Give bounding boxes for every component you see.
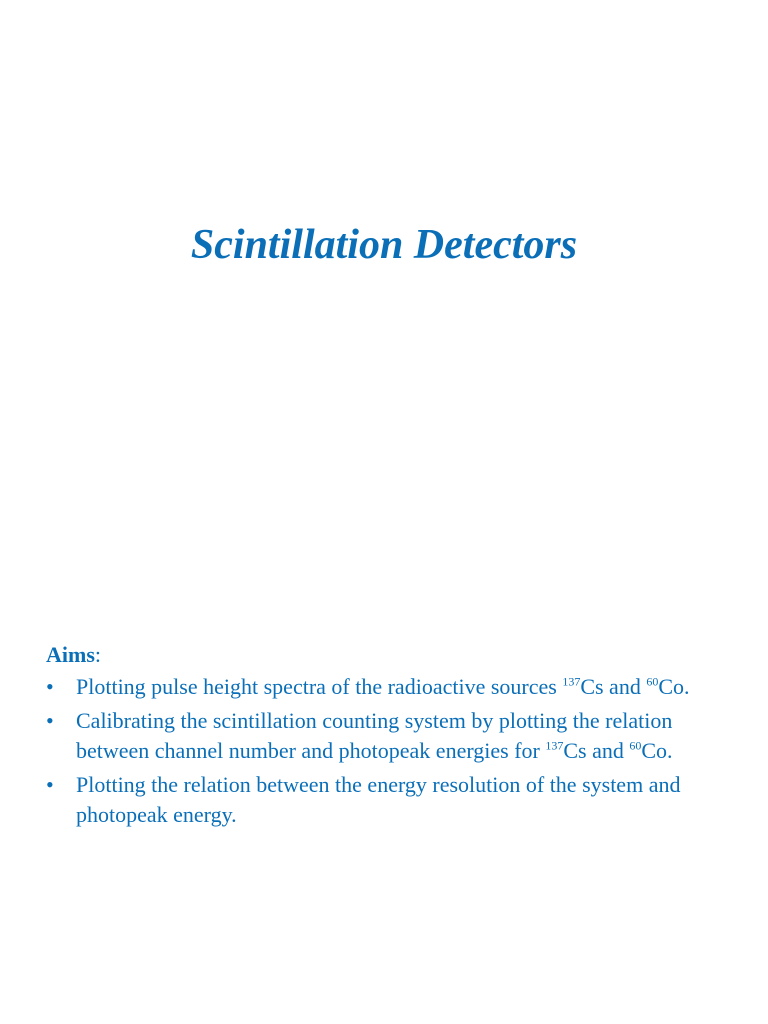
aims-item-text: Cs and — [580, 674, 647, 699]
aims-heading-colon: : — [94, 642, 102, 667]
aims-item-text: Co. — [641, 738, 673, 763]
aims-heading-label: Aims — [46, 642, 95, 667]
page-title: Scintillation Detectors — [190, 222, 578, 268]
bullet-icon: • — [46, 772, 54, 797]
aims-item-text: Plotting pulse height spectra of the radioactive sources — [76, 674, 563, 699]
isotope-mass-number: 60 — [629, 738, 642, 753]
isotope-mass-number: 137 — [562, 674, 581, 689]
isotope-mass-number: 60 — [646, 674, 659, 689]
aims-list-item — [46, 770, 746, 830]
aims-item-text: Plotting the relation between the energy resolution of the system and photopeak energy. — [76, 772, 681, 827]
aims-list — [46, 672, 746, 830]
bullet-icon: • — [46, 674, 54, 699]
aims-list-item — [46, 672, 746, 702]
aims-item-text: Co. — [658, 674, 690, 699]
bullet-icon: • — [46, 708, 54, 733]
aims-item-text: Cs and — [563, 738, 630, 763]
aims-section — [46, 640, 746, 834]
aims-heading — [46, 640, 746, 670]
aims-list-item — [46, 706, 746, 766]
aims-item-text: Calibrating the scintillation counting system by plotting the relation between channel number and photopeak energies for — [76, 708, 673, 763]
isotope-mass-number: 137 — [545, 738, 564, 753]
